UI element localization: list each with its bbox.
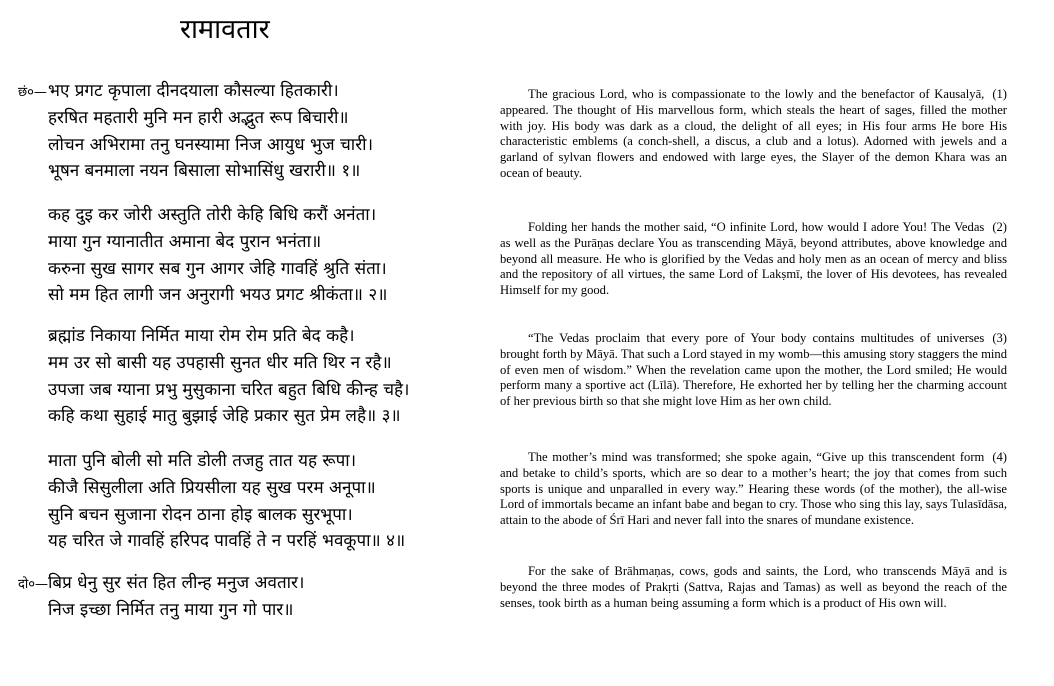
verse-line: यह चरित जे गावहिं हरिपद पावहिं ते न परहिं भवकूपा॥ ४॥ — [48, 531, 406, 552]
verse-number: (2) — [992, 220, 1007, 234]
verse-number: (3) — [992, 331, 1007, 345]
verse-line: कीजै सिसुलीला अति प्रियसीला यह सुख परम अनूपा॥ — [48, 477, 376, 498]
verse-line: उपजा जब ग्याना प्रभु मुसुकाना चरित बहुत बिधि कीन्ह चहै। — [48, 379, 410, 400]
translation-paragraph-2: (2) Folding her hands the mother said, “O infinite Lord, how would I adore You! The Vedas as well as the Purāṇas declare You as transcending Māyā, beyond attributes, above knowledge and beyond all measure. He who is glorified by the Vedas and holy men as an ocean of mercy and bliss and the repository of all virtues, the same Lord of Lakṣmī, the lover of His devotees, has revealed Himself for my good. — [500, 220, 1007, 298]
verse-line: मम उर सो बासी यह उपहासी सुनत धीर मति थिर न रहै॥ — [48, 352, 392, 373]
verse-stanza-2 — [18, 202, 387, 309]
verse-line: करुना सुख सागर सब गुन आगर जेहि गावहिं श्रुति संता। — [48, 258, 387, 279]
translation-paragraph-4: (4) The mother’s mind was transformed; she spoke again, “Give up this transcendent form and betake to child’s sports, which are so dear to a mother’s heart; the joy that comes from such sports is unique and unparalled in every way.” Hearing these words (of the mother), the all-wise Lord of immortals became an infant babe and began to cry. Those who sing this lay, says Tulasīdāsa, attain to the abode of Śrī Hari and never fall into the snares of mundane existence. — [500, 450, 1007, 528]
verse-line: लोचन अभिरामा तनु घनस्यामा निज आयुध भुज चारी। — [48, 134, 374, 155]
verse-line: माया गुन ग्यानातीत अमाना बेद पुरान भनंता॥ — [48, 231, 322, 252]
translation-paragraph-5: For the sake of Brāhmaṇas, cows, gods and saints, the Lord, who transcends Māyā and is beyond the three modes of Prakṛti (Sattva, Rajas and Tamas) as well as beyond the reach of the senses, took birth as a human being assuming a form which is a product of His own will. — [500, 564, 1007, 610]
verse-line: छं०— भए प्रगट कृपाला दीनदयाला कौसल्या हितकारी। — [18, 78, 373, 105]
verse-line: कह दुइ कर जोरी अस्तुति तोरी केहि बिधि करौं अनंता। — [48, 205, 377, 225]
verse-stanza-1 — [18, 78, 373, 185]
verse-stanza-3 — [18, 323, 409, 430]
verse-number: (1) — [992, 87, 1007, 101]
verse-line: दो०— बिप्र धेनु सुर संत हित लीन्ह मनुज अवतार। — [18, 570, 304, 597]
verse-line: माता पुनि बोली सो मति डोली तजहु तात यह रूपा। — [48, 451, 357, 471]
verse-number: (4) — [992, 450, 1007, 464]
verse-line: निज इच्छा निर्मित तनु माया गुन गो पार॥ — [48, 599, 294, 620]
verse-stanza-doha — [18, 570, 304, 624]
verse-stanza-4 — [18, 448, 405, 555]
verse-line: ब्रह्मांड निकाया निर्मित माया रोम रोम प्रति बेद कहै। — [48, 326, 355, 346]
chhand-marker: छं०— — [18, 85, 47, 100]
doha-marker: दो०— — [18, 577, 49, 592]
page-title: रामावतार — [180, 14, 270, 45]
verse-line: सो मम हित लागी जन अनुरागी भयउ प्रगट श्रीकंता॥ २॥ — [48, 285, 388, 306]
verse-line: सुनि बचन सुजाना रोदन ठाना होइ बालक सुरभूपा। — [48, 504, 353, 525]
verse-line: हरषित महतारी मुनि मन हारी अद्भुत रूप बिचारी॥ — [48, 107, 349, 128]
translation-paragraph-3: (3) “The Vedas proclaim that every pore of Your body contains multitudes of universes brought forth by Māyā. That such a Lord stayed in my womb—this amusing story staggers the mind of even men of wisdom.” When the revelation came upon the mother, the Lord smiled; He would perform many a sportive act (Līlā). Therefore, He exhorted her by telling her the charming account of her previous birth so that she might love Him as her own child. — [500, 331, 1007, 409]
verse-line: कहि कथा सुहाई मातु बुझाई जेहि प्रकार सुत प्रेम लहै॥ ३॥ — [48, 406, 401, 427]
translation-paragraph-1: (1) The gracious Lord, who is compassionate to the lowly and the benefactor of Kausalyā, appeared. The thought of His marvellous form, which steals the heart of sages, filled the mother with joy. His body was dark as a cloud, the delight of all eyes; in His four arms He bore His characteristic emblems (a conch-shell, a discus, a club and a lotus). Adorned with jewels and a garland of sylvan flowers and endowed with large eyes, the Slayer of the demon Khara was an ocean of beauty. — [500, 87, 1007, 180]
verse-line: भूषन बनमाला नयन बिसाला सोभासिंधु खरारी॥ १॥ — [48, 161, 361, 182]
